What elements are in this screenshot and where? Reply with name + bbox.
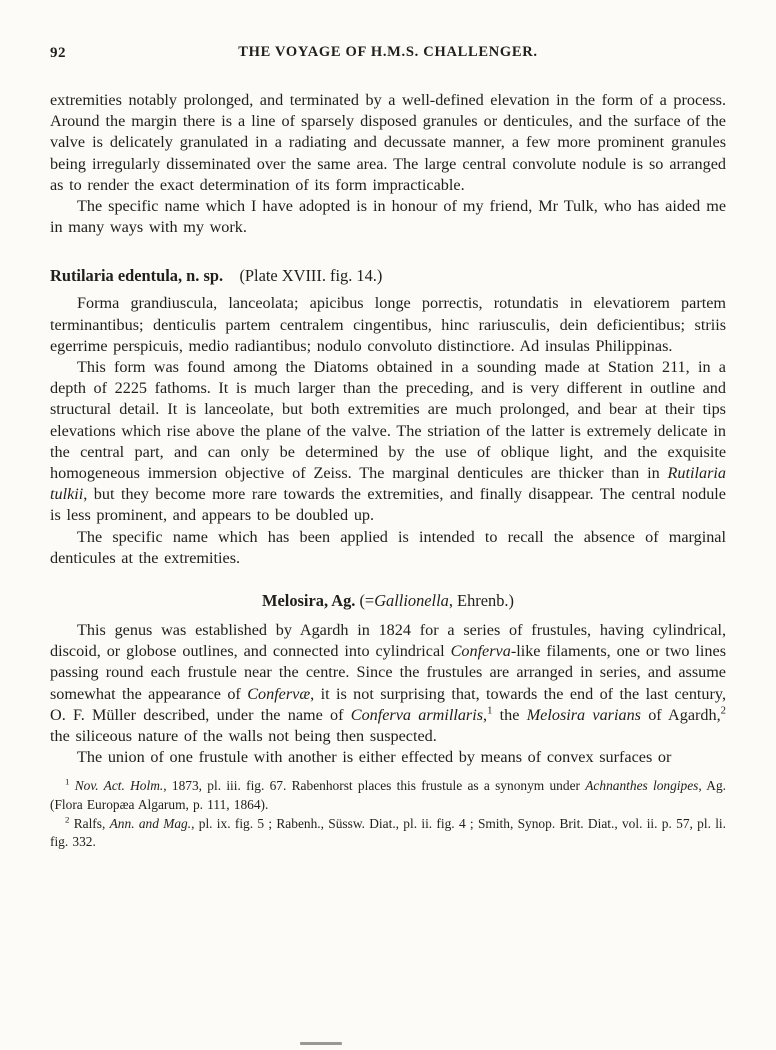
page-number: 92 xyxy=(50,45,66,61)
paragraph-specific-name-tulk: The specific name which I have adopted is in honour of my friend, Mr Tulk, who has aided me in many ways with my work. xyxy=(50,197,726,237)
footnote-2: $^2$ Ralfs, Ann. and Mag., pl. ix. fig. 5 ; Rabenh., Süssw. Diat., pl. ii. fig. 4 ; Smith, Synop. Brit. Diat., vol. ii. p. 57, pl. li. fig. 332. xyxy=(50,814,727,850)
footnotes xyxy=(50,777,726,851)
paragraph-union-of-frustules: The union of one frustule with another is either effected by means of convex surfaces or xyxy=(77,748,672,767)
page-header xyxy=(50,44,726,66)
paragraph-continuation: extremities notably prolonged, and terminated by a well-defined elevation in the form of a process. Around the margin there is a line of sparsely disposed granules or denticules, and the surface of the valve is delicately granulated in a radiating and decussate manner, a few more prominent granules being irregularly disseminated over the same area. The large central convolute nodule is so arranged as to render the exact determination of its form impracticable. xyxy=(50,91,726,194)
paragraph-station-211: This form was found among the Diatoms obtained in a sounding made at Station 211, in a depth of 2225 fathoms. It is much larger than the preceding, and is very different in outline and structural detail. It is lanceolate, but both extremities are much prolonged, and bear at their tips elevations which rise above the plane of the valve. The striation of the latter is extremely delicate in the central part, and can only be determined by the use of oblique light, and the exquisite homogeneous immersion objective of Zeiss. The marginal denticules are thicker than in Rutilaria tulkii, but they become more rare towards the extremities, and finally disappear. The central nodule is less prominent, and appears to be doubled up. xyxy=(50,358,726,525)
latin-diagnosis: Forma grandiuscula, lanceolata; apicibus longe porrectis, rotundatis in elevatiorem partem terminantibus; denticulis partem centralem cingentibus, hinc rariusculis, dein deficientibus; striis egerrime perspicuis, medio radiantibus; nodulo convoluto distinctiore. Ad insulas Philippinas. xyxy=(50,294,726,355)
genus-heading: Melosira, Ag. (=Gallionella, Ehrenb.) xyxy=(262,591,514,611)
paragraph-specific-name-edentula: The specific name which has been applied is intended to recall the absence of marginal denticules at the extremities. xyxy=(50,527,726,567)
species-heading: Rutilaria edentula, n. sp. (Plate XVIII. fig. 14.) xyxy=(50,266,383,286)
running-title: THE VOYAGE OF H.M.S. CHALLENGER. xyxy=(238,44,538,60)
paragraph-genus-history: This genus was established by Agardh in 1824 for a series of frustules, having cylindrical, discoid, or globose outlines, and connected into cylindrical Conferva-like filaments, one or two lines passing round each frustule near the centre. Since the frustules are arranged in series, and assume somewhat the appearance of Confervæ, it is not surprising that, towards the end of the last century, O. F. Müller described, under the name of Conferva armillaris,$^1$ the Melosira varians of Agardh,$^2$ the siliceous nature of the walls not being then suspected. xyxy=(50,621,727,746)
footnote-1: $^1$ Nov. Act. Holm., 1873, pl. iii. fig. 67. Rabenhorst places this frustule as a synonym under Achnanthes longipes, Ag. (Flora Europæa Algarum, p. 111, 1864). xyxy=(50,777,726,813)
text-block xyxy=(50,90,726,852)
scan-artifact xyxy=(300,1042,342,1045)
